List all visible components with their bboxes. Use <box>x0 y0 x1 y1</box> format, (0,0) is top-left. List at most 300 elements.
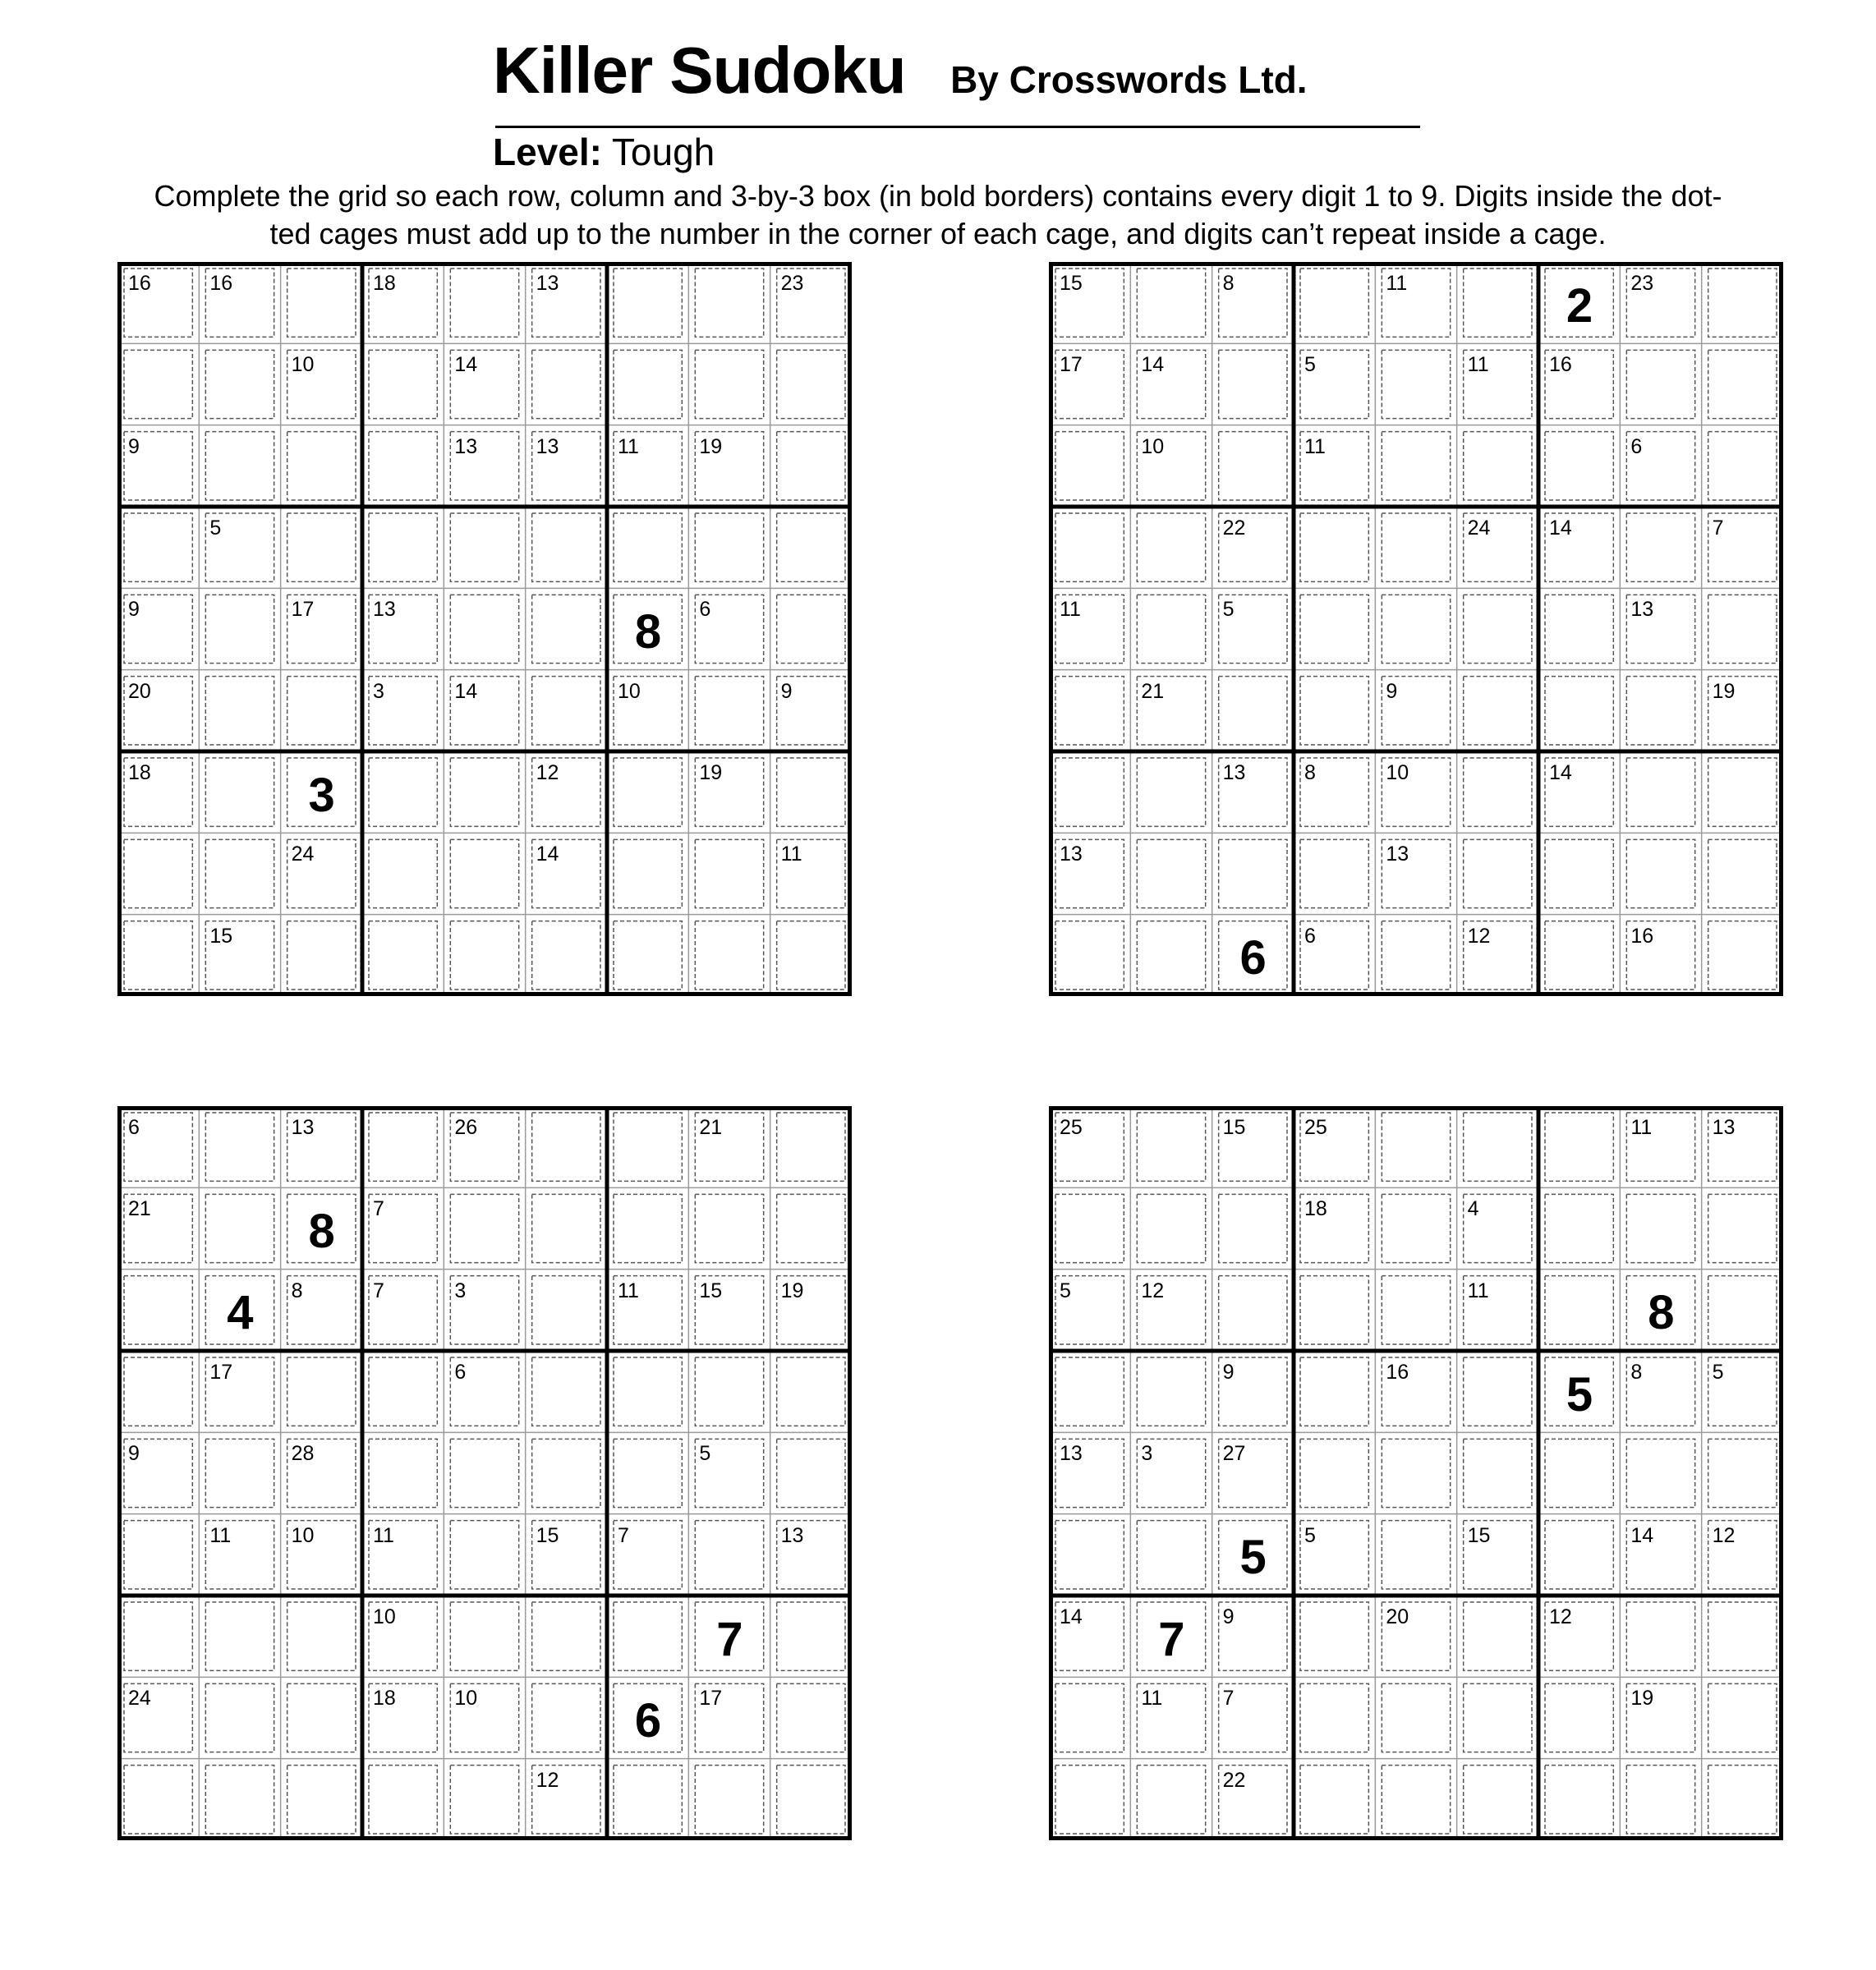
grid-cell[interactable] <box>607 1759 688 1840</box>
grid-cell[interactable] <box>1538 1514 1620 1596</box>
grid-cell[interactable] <box>1457 1351 1538 1432</box>
grid-cell[interactable] <box>1457 1759 1538 1840</box>
grid-cell[interactable] <box>281 915 362 996</box>
cage-sum: 14 <box>1141 353 1165 377</box>
cage-sum: 11 <box>209 1523 232 1547</box>
cage-sum: 7 <box>373 1279 384 1302</box>
grid-cell[interactable] <box>1294 1351 1375 1432</box>
cage-sum: 21 <box>1141 679 1165 703</box>
grid-cell[interactable] <box>607 1106 688 1187</box>
grid-cell[interactable] <box>770 425 852 507</box>
grid-cell[interactable] <box>1620 1759 1701 1840</box>
grid-cell[interactable] <box>1294 588 1375 669</box>
cage-sum: 4 <box>1467 1197 1479 1221</box>
grid-cell[interactable] <box>1294 1596 1375 1677</box>
title-row <box>493 33 1308 108</box>
byline: By Crosswords Ltd. <box>950 58 1308 101</box>
cage-sum: 12 <box>536 761 559 784</box>
grid-cell[interactable] <box>1049 1759 1130 1840</box>
cage-sum: 8 <box>1222 272 1235 295</box>
grid-cell[interactable] <box>1049 670 1130 751</box>
grid-cell[interactable] <box>1620 343 1701 425</box>
cage-sum: 17 <box>209 1361 233 1384</box>
grid-cell[interactable] <box>526 507 607 588</box>
grid-cell[interactable] <box>199 1106 280 1187</box>
cage-sum: 17 <box>1060 353 1083 377</box>
grid-cell[interactable] <box>444 751 525 833</box>
puzzle-grid-bottom-left[interactable] <box>117 1106 852 1840</box>
grid-cell[interactable] <box>1538 670 1620 751</box>
grid-cell[interactable] <box>281 1759 362 1840</box>
cage-sum: 6 <box>454 1361 467 1384</box>
grid-cell[interactable] <box>526 1351 607 1432</box>
cage-sum: 12 <box>1549 1605 1572 1628</box>
cage-sum: 18 <box>128 761 151 784</box>
cage-sum: 5 <box>1060 1279 1071 1302</box>
grid-cell[interactable] <box>362 343 444 425</box>
grid-cell[interactable] <box>770 1432 852 1513</box>
grid-cell[interactable] <box>1702 1596 1783 1677</box>
grid-cell[interactable] <box>444 1514 525 1596</box>
grid-cell[interactable] <box>117 1351 199 1432</box>
cage-sum: 11 <box>618 434 639 458</box>
cage-sum: 11 <box>1467 1279 1489 1302</box>
grid-cell[interactable] <box>1620 833 1701 914</box>
given-digit: 3 <box>308 768 335 822</box>
cage-sum: 12 <box>1141 1279 1165 1302</box>
grid-cell[interactable] <box>1538 1677 1620 1758</box>
cage-sum: 26 <box>454 1116 478 1139</box>
grid-cell[interactable] <box>1130 262 1212 343</box>
grid-cell[interactable] <box>688 670 770 751</box>
grid-cell[interactable] <box>607 1432 688 1513</box>
grid-cell[interactable] <box>281 1677 362 1758</box>
cage-sum: 14 <box>1630 1523 1654 1547</box>
cage-sum: 9 <box>1222 1605 1235 1628</box>
grid-cell[interactable] <box>1457 1432 1538 1513</box>
grid-cell[interactable] <box>1702 1759 1783 1840</box>
cage-sum: 18 <box>373 1687 396 1711</box>
grid-cell[interactable] <box>607 262 688 343</box>
grid-cell[interactable] <box>281 507 362 588</box>
grid-cell[interactable] <box>607 833 688 914</box>
cage-sum: 14 <box>1060 1605 1083 1628</box>
grid-cell[interactable] <box>1620 1187 1701 1269</box>
grid-lines <box>117 262 852 996</box>
cage-sum: 13 <box>1060 1442 1083 1466</box>
grid-cell[interactable] <box>1538 425 1620 507</box>
grid-cell[interactable] <box>607 343 688 425</box>
grid-cell[interactable] <box>1702 425 1783 507</box>
cage-sum: 5 <box>1222 598 1235 622</box>
grid-cell[interactable] <box>281 1351 362 1432</box>
grid-cell[interactable] <box>526 588 607 669</box>
cage-sum: 15 <box>209 924 233 948</box>
grid-cell[interactable] <box>1130 1187 1212 1269</box>
cage-sum: 9 <box>128 434 140 458</box>
grid-cell[interactable] <box>526 1432 607 1513</box>
grid-cell[interactable] <box>281 670 362 751</box>
grid-cell[interactable] <box>362 915 444 996</box>
grid-cell[interactable] <box>1049 1677 1130 1758</box>
grid-cell[interactable] <box>117 1514 199 1596</box>
cage-sum: 19 <box>1630 1687 1654 1711</box>
cage-sum: 6 <box>128 1116 140 1139</box>
grid-cell[interactable] <box>1212 425 1294 507</box>
cage-sum: 7 <box>1222 1687 1235 1711</box>
grid-cell[interactable] <box>444 1759 525 1840</box>
grid-cell[interactable] <box>1457 833 1538 914</box>
grid-cell[interactable] <box>526 1106 607 1187</box>
cage-sum: 19 <box>780 1279 804 1302</box>
grid-cell[interactable] <box>1375 1187 1456 1269</box>
grid-cell[interactable] <box>770 915 852 996</box>
grid-cell[interactable] <box>1457 670 1538 751</box>
grid-cell[interactable] <box>1375 343 1456 425</box>
grid-cell[interactable] <box>1130 833 1212 914</box>
cage-sum: 11 <box>780 843 802 866</box>
grid-cell[interactable] <box>1375 1270 1456 1351</box>
grid-cell[interactable] <box>1294 1677 1375 1758</box>
grid-cell[interactable] <box>199 670 280 751</box>
grid-cell[interactable] <box>1130 915 1212 996</box>
grid-cell[interactable] <box>1375 1759 1456 1840</box>
cage-sum: 10 <box>1386 761 1409 784</box>
grid-cell[interactable] <box>688 1759 770 1840</box>
grid-cell[interactable] <box>526 1187 607 1269</box>
grid-cell[interactable] <box>1457 1596 1538 1677</box>
cage-sum: 14 <box>454 353 478 377</box>
grid-cell[interactable] <box>444 1596 525 1677</box>
grid-cell[interactable] <box>1130 1759 1212 1840</box>
grid-cell[interactable] <box>688 1187 770 1269</box>
grid-cell[interactable] <box>199 343 280 425</box>
grid-cell[interactable] <box>1294 833 1375 914</box>
cage-sum: 11 <box>1386 272 1408 295</box>
cage-sum: 9 <box>128 598 140 622</box>
grid-cell[interactable] <box>688 507 770 588</box>
puzzle-grid-top-right[interactable] <box>1049 262 1783 996</box>
grid-cell[interactable] <box>1538 1187 1620 1269</box>
grid-cell[interactable] <box>607 751 688 833</box>
grid-cell[interactable] <box>444 1432 525 1513</box>
grid-cell[interactable] <box>1375 425 1456 507</box>
page-title: Killer Sudoku <box>493 34 906 107</box>
cage-sum: 11 <box>1060 598 1081 622</box>
grid-cell[interactable] <box>1702 262 1783 343</box>
cage-sum: 9 <box>128 1442 140 1466</box>
grid-cell[interactable] <box>607 915 688 996</box>
grid-cell[interactable] <box>1049 915 1130 996</box>
grid-cell[interactable] <box>770 588 852 669</box>
cage-sum: 7 <box>373 1197 384 1221</box>
grid-cell[interactable] <box>1702 1187 1783 1269</box>
grid-cell[interactable] <box>688 343 770 425</box>
grid-cell[interactable] <box>1457 1677 1538 1758</box>
cage-sum: 8 <box>1304 761 1316 784</box>
grid-cell[interactable] <box>1130 1351 1212 1432</box>
grid-cell[interactable] <box>362 425 444 507</box>
cage-sum: 17 <box>291 598 315 622</box>
grid-cell[interactable] <box>688 915 770 996</box>
grid-cell[interactable] <box>281 262 362 343</box>
grid-cell[interactable] <box>1130 588 1212 669</box>
cage-sum: 19 <box>699 761 723 784</box>
grid-cell[interactable] <box>607 1187 688 1269</box>
cage-sum: 27 <box>1222 1442 1246 1466</box>
title-divider <box>495 126 1420 128</box>
cage-sum: 15 <box>699 1279 723 1302</box>
grid-cell[interactable] <box>1702 343 1783 425</box>
cage-sum: 14 <box>1549 517 1572 540</box>
grid-cell[interactable] <box>1212 1270 1294 1351</box>
grid-cell[interactable] <box>1538 588 1620 669</box>
grid-cell[interactable] <box>1620 507 1701 588</box>
cage-sum: 22 <box>1222 517 1246 540</box>
grid-cell[interactable] <box>1538 1270 1620 1351</box>
grid-cell[interactable] <box>526 1596 607 1677</box>
grid-cell[interactable] <box>1049 751 1130 833</box>
cage-sum: 25 <box>1060 1116 1083 1139</box>
given-digit: 5 <box>1566 1367 1593 1421</box>
level-label: Level: <box>493 131 602 173</box>
given-digit: 6 <box>1239 931 1267 985</box>
puzzle-grid-bottom-right[interactable] <box>1049 1106 1783 1840</box>
cage-sum: 6 <box>1630 434 1643 458</box>
grid-cell[interactable] <box>1375 588 1456 669</box>
grid-cell[interactable] <box>1457 1106 1538 1187</box>
grid-cell[interactable] <box>770 1351 852 1432</box>
cage-sum: 5 <box>1304 353 1316 377</box>
grid-cell[interactable] <box>444 915 525 996</box>
cage-sum: 16 <box>1549 353 1572 377</box>
grid-cell[interactable] <box>199 1187 280 1269</box>
given-digit: 4 <box>227 1286 254 1340</box>
grid-lines <box>117 1106 852 1840</box>
grid-cell[interactable] <box>526 1270 607 1351</box>
grid-cell[interactable] <box>1049 1351 1130 1432</box>
grid-cell[interactable] <box>526 343 607 425</box>
cage-sum: 10 <box>618 679 641 703</box>
grid-cell[interactable] <box>770 343 852 425</box>
cage-sum: 13 <box>1386 843 1409 866</box>
grid-cell[interactable] <box>1620 751 1701 833</box>
grid-cell[interactable] <box>1130 507 1212 588</box>
grid-cell[interactable] <box>1294 1270 1375 1351</box>
grid-cell[interactable] <box>1049 425 1130 507</box>
grid-cell[interactable] <box>688 833 770 914</box>
instructions <box>41 177 1835 253</box>
cage-sum: 14 <box>454 679 478 703</box>
grid-cell[interactable] <box>362 1351 444 1432</box>
cage-sum: 3 <box>373 679 384 703</box>
grid-cell[interactable] <box>607 1351 688 1432</box>
grid-cell[interactable] <box>770 1187 852 1269</box>
grid-cell[interactable] <box>1375 507 1456 588</box>
grid-cell[interactable] <box>607 1596 688 1677</box>
cage-sum: 17 <box>699 1687 723 1711</box>
grid-cell[interactable] <box>1702 1677 1783 1758</box>
grid-cell[interactable] <box>117 343 199 425</box>
grid-cell[interactable] <box>770 1759 852 1840</box>
grid-cell[interactable] <box>117 1270 199 1351</box>
grid-cell[interactable] <box>1702 915 1783 996</box>
grid-cell[interactable] <box>1212 833 1294 914</box>
grid-cell[interactable] <box>1620 1596 1701 1677</box>
level-line <box>493 130 715 174</box>
grid-cell[interactable] <box>1457 588 1538 669</box>
grid-cell[interactable] <box>199 1432 280 1513</box>
grid-cell[interactable] <box>444 1187 525 1269</box>
grid-cell[interactable] <box>1375 1677 1456 1758</box>
grid-cell[interactable] <box>526 1677 607 1758</box>
grid-cell[interactable] <box>444 833 525 914</box>
cage-sum: 5 <box>209 517 222 540</box>
cage-sum: 13 <box>373 598 396 622</box>
grid-cell[interactable] <box>199 1677 280 1758</box>
cage-sum: 24 <box>291 843 315 866</box>
grid-cell[interactable] <box>1375 1432 1456 1513</box>
grid-cell[interactable] <box>199 588 280 669</box>
grid-lines <box>1049 1106 1783 1840</box>
grid-cell[interactable] <box>117 915 199 996</box>
grid-cell[interactable] <box>1049 1514 1130 1596</box>
cage-sum: 11 <box>1141 1687 1163 1711</box>
grid-cell[interactable] <box>1702 1270 1783 1351</box>
grid-cell[interactable] <box>199 751 280 833</box>
grid-cell[interactable] <box>688 262 770 343</box>
grid-cell[interactable] <box>1702 833 1783 914</box>
grid-cell[interactable] <box>1457 425 1538 507</box>
grid-cell[interactable] <box>1538 915 1620 996</box>
cage-sum: 11 <box>1467 353 1489 377</box>
grid-cell[interactable] <box>1294 1759 1375 1840</box>
grid-cell[interactable] <box>526 670 607 751</box>
grid-cell[interactable] <box>770 1106 852 1187</box>
grid-cell[interactable] <box>444 262 525 343</box>
cage-sum: 19 <box>1712 679 1736 703</box>
grid-cell[interactable] <box>770 507 852 588</box>
grid-cell[interactable] <box>362 1432 444 1513</box>
grid-cell[interactable] <box>1294 670 1375 751</box>
grid-cell[interactable] <box>281 1596 362 1677</box>
grid-cell[interactable] <box>770 1596 852 1677</box>
grid-cell[interactable] <box>1375 915 1456 996</box>
grid-cell[interactable] <box>1620 670 1701 751</box>
grid-cell[interactable] <box>1620 1432 1701 1513</box>
cage-sum: 10 <box>291 1523 315 1547</box>
grid-cell[interactable] <box>1049 507 1130 588</box>
cage-sum: 23 <box>1630 272 1654 295</box>
grid-cell[interactable] <box>1212 1187 1294 1269</box>
grid-cell[interactable] <box>1457 262 1538 343</box>
cage-sum: 10 <box>373 1605 396 1628</box>
cage-sum: 10 <box>291 353 315 377</box>
cage-sum: 5 <box>1304 1523 1316 1547</box>
grid-cell[interactable] <box>1130 751 1212 833</box>
cage-sum: 7 <box>1712 517 1724 540</box>
grid-cell[interactable] <box>117 833 199 914</box>
cage-sum: 10 <box>1141 434 1165 458</box>
cage-sum: 25 <box>1304 1116 1327 1139</box>
grid-cell[interactable] <box>199 1759 280 1840</box>
cage-sum: 15 <box>1060 272 1083 295</box>
cage-sum: 3 <box>1141 1442 1153 1466</box>
puzzle-grid-top-left[interactable] <box>117 262 852 996</box>
grid-cell[interactable] <box>1457 751 1538 833</box>
grid-cell[interactable] <box>362 751 444 833</box>
grid-cell[interactable] <box>1538 1432 1620 1513</box>
grid-cell[interactable] <box>362 833 444 914</box>
grid-cell[interactable] <box>1538 1759 1620 1840</box>
grid-cell[interactable] <box>1294 262 1375 343</box>
given-digit: 5 <box>1239 1531 1267 1585</box>
cage-sum: 13 <box>1630 598 1654 622</box>
grid-cell[interactable] <box>1375 1106 1456 1187</box>
grid-cell[interactable] <box>1294 1432 1375 1513</box>
grid-cell[interactable] <box>526 915 607 996</box>
grid-cell[interactable] <box>199 425 280 507</box>
grid-cell[interactable] <box>688 1514 770 1596</box>
cage-sum: 21 <box>699 1116 723 1139</box>
grid-cell[interactable] <box>199 833 280 914</box>
cage-sum: 18 <box>373 272 396 295</box>
grid-cell[interactable] <box>1702 588 1783 669</box>
grid-cell[interactable] <box>117 1759 199 1840</box>
grid-cell[interactable] <box>117 507 199 588</box>
grid-cell[interactable] <box>117 1596 199 1677</box>
grid-cell[interactable] <box>770 751 852 833</box>
grid-cell[interactable] <box>1049 1187 1130 1269</box>
grid-cell[interactable] <box>1538 833 1620 914</box>
cage-sum: 13 <box>1060 843 1083 866</box>
grid-cell[interactable] <box>1375 1514 1456 1596</box>
given-digit: 8 <box>1648 1286 1675 1340</box>
grid-cell[interactable] <box>362 1759 444 1840</box>
cage-sum: 24 <box>128 1687 151 1711</box>
grid-cell[interactable] <box>1702 751 1783 833</box>
grid-cell[interactable] <box>1294 507 1375 588</box>
cage-sum: 19 <box>699 434 723 458</box>
grid-cell[interactable] <box>444 507 525 588</box>
grid-cell[interactable] <box>199 1596 280 1677</box>
cage-sum: 10 <box>454 1687 478 1711</box>
grid-cell[interactable] <box>1130 1106 1212 1187</box>
grid-cell[interactable] <box>362 1106 444 1187</box>
grid-cell[interactable] <box>607 507 688 588</box>
grid-cell[interactable] <box>770 1677 852 1758</box>
cage-sum: 12 <box>536 1768 559 1792</box>
cage-sum: 28 <box>291 1442 315 1466</box>
cage-sum: 7 <box>618 1523 629 1547</box>
cage-sum: 11 <box>618 1279 639 1302</box>
grid-cell[interactable] <box>1212 343 1294 425</box>
given-digit: 6 <box>634 1693 662 1747</box>
cage-sum: 16 <box>1630 924 1654 948</box>
cage-sum: 5 <box>1712 1361 1724 1384</box>
grid-cell[interactable] <box>1702 1432 1783 1513</box>
grid-cell[interactable] <box>688 1351 770 1432</box>
grid-cell[interactable] <box>1130 1514 1212 1596</box>
grid-cell[interactable] <box>444 588 525 669</box>
cage-sum: 11 <box>373 1523 394 1547</box>
grid-cell[interactable] <box>362 507 444 588</box>
grid-cell[interactable] <box>1212 670 1294 751</box>
cage-sum: 15 <box>1222 1116 1246 1139</box>
grid-cell[interactable] <box>281 425 362 507</box>
grid-cell[interactable] <box>1538 1106 1620 1187</box>
cage-sum: 13 <box>780 1523 804 1547</box>
